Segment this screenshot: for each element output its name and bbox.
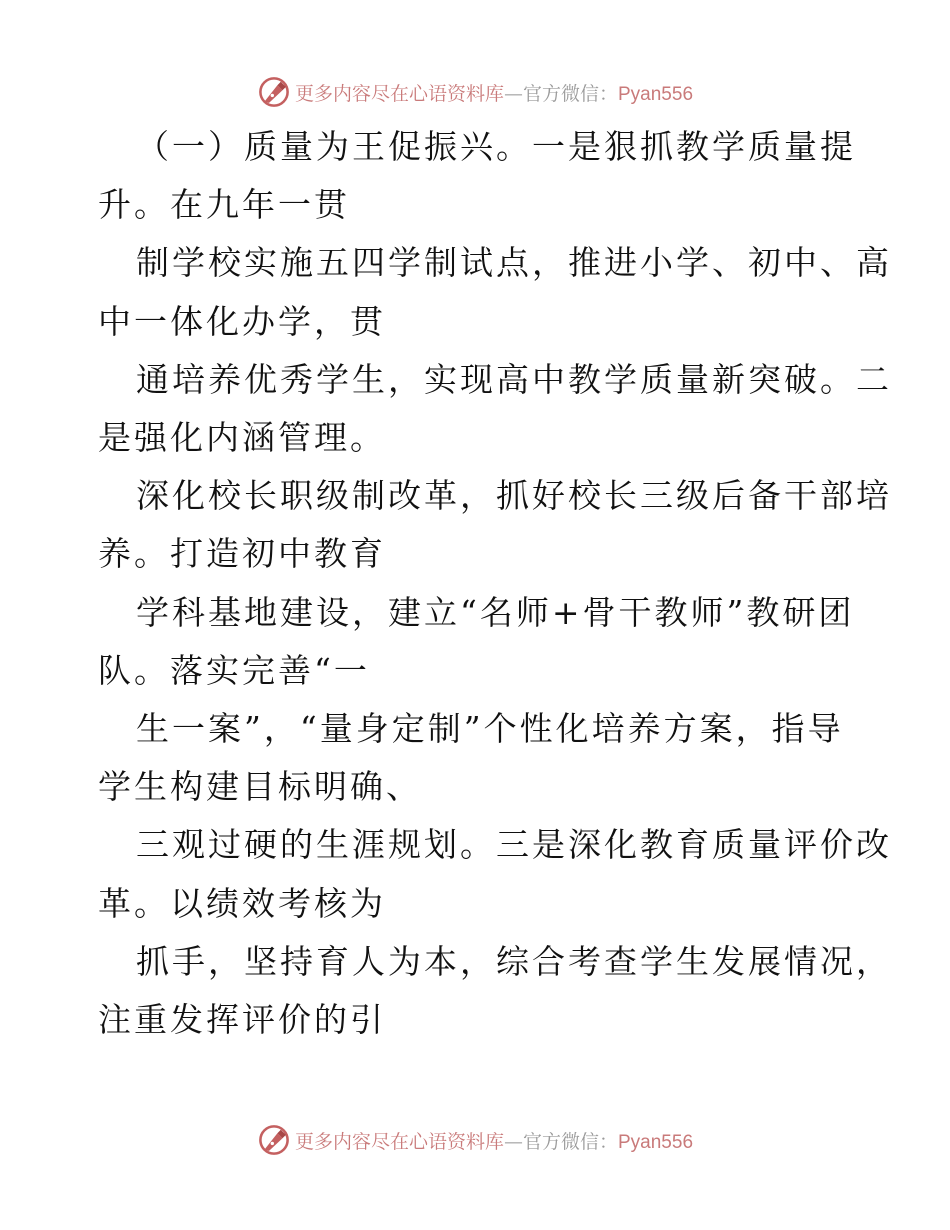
body-line: 深化校长职级制改革，抓好校长三级后备干部培 [136,476,892,516]
body-line: 生一案”，“量身定制”个性化培养方案，指导 [136,709,844,749]
body-line: 通培养优秀学生，实现高中教学质量新突破。二 [136,359,892,399]
body-line: 制学校实施五四学制试点，推进小学、初中、高 [136,243,892,283]
watermark-brand: 更多内容尽在心语资料库 [294,1130,504,1153]
body-line: （一）质量为王促振兴。一是狠抓教学质量提 [136,127,856,166]
body-line: 中一体化办学，贯 [98,301,386,341]
body-line: 升。在九年一贯 [98,185,350,225]
body-line: 队。落实完善“一 [98,650,370,690]
watermark-wechat-id: Pyan556 [618,1131,694,1153]
body-line: 抓手，坚持育人为本，综合考查学生发展情况， [136,941,892,981]
body-line: 是强化内涵管理。 [98,418,386,458]
watermark-separator: — [503,1130,523,1153]
watermark-wechat-label: 官方微信： [522,82,618,105]
body-line: 学生构建目标明确、 [98,767,422,807]
pen-nib-logo-icon [257,1123,291,1157]
body-line: 革。以绩效考核为 [98,883,386,923]
body-line: 注重发挥评价的引 [98,1000,386,1040]
watermark-text [295,1127,693,1154]
header-watermark [0,72,950,112]
document-body [98,118,892,1049]
pen-nib-logo-icon [257,75,291,109]
watermark-wechat-id: Pyan556 [618,83,694,105]
body-line: 学科基地建设，建立“名师+骨干教师”教研团 [136,592,855,632]
watermark-wechat-label: 官方微信： [522,1130,618,1153]
body-line: 三观过硬的生涯规划。三是深化教育质量评价改 [136,825,892,865]
watermark-separator: — [503,82,523,105]
footer-watermark [0,1120,950,1160]
body-line: 养。打造初中教育 [98,534,386,574]
watermark-text [295,79,693,106]
watermark-brand: 更多内容尽在心语资料库 [294,82,504,105]
